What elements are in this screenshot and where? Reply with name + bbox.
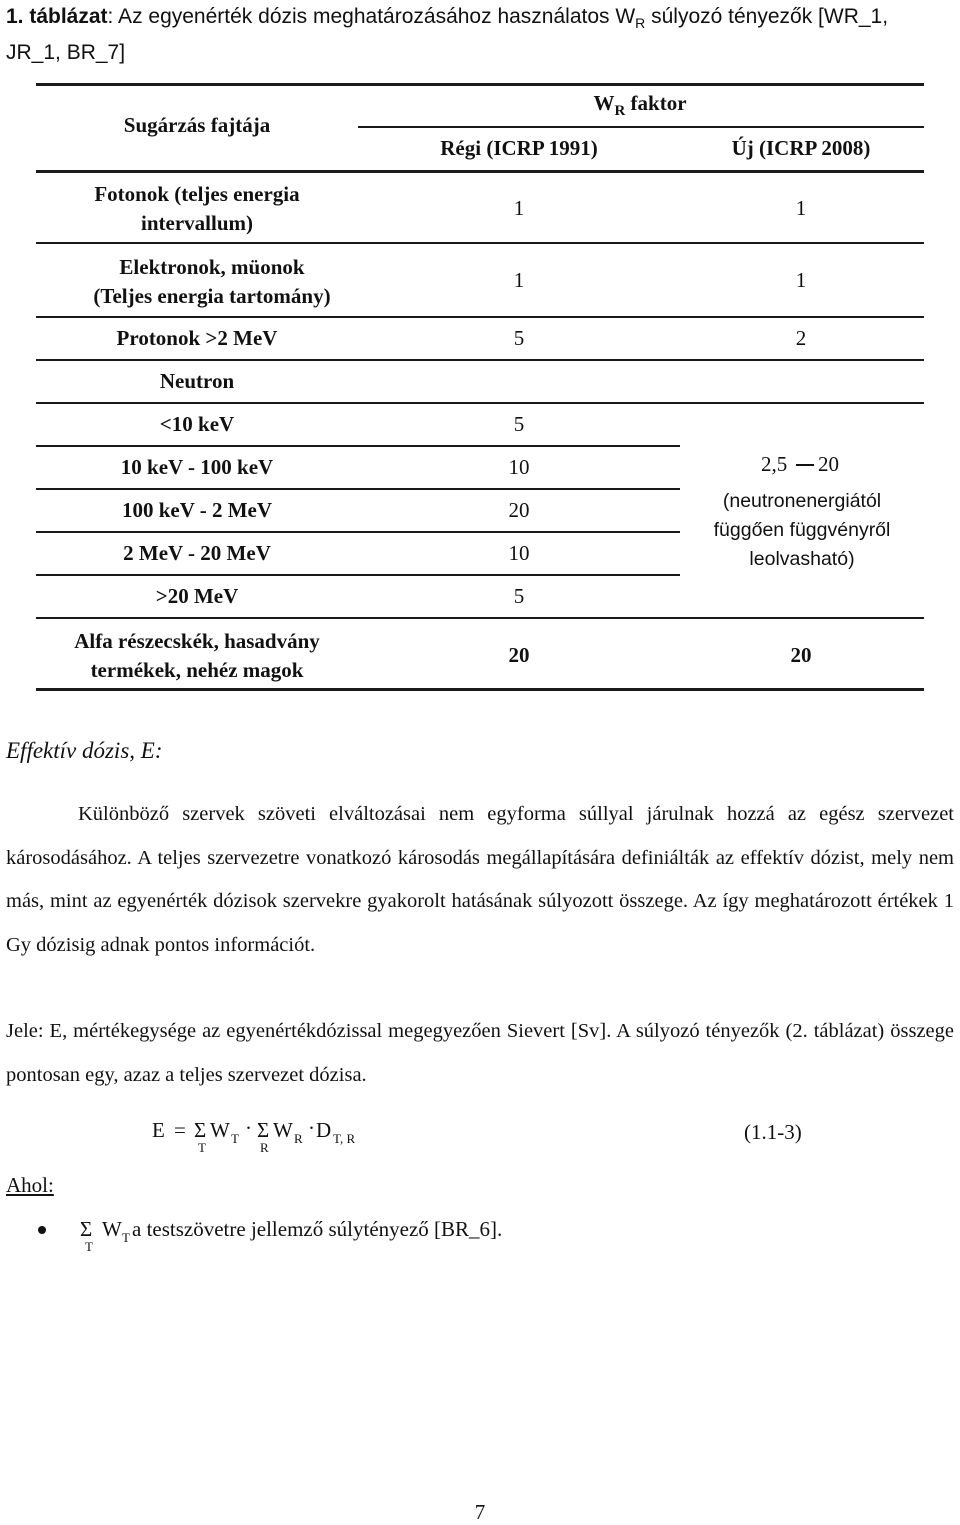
table-row-rule [36,242,924,244]
formula-number: (1.1-3) [744,1120,802,1144]
formula-d: D [316,1118,332,1142]
row-photons-type-line1: Fotonok (teljes energia [94,182,300,206]
section-heading: Effektív dózis, E: [6,738,163,763]
bullet-w: W [102,1217,122,1241]
bullet-item [80,1217,680,1257]
table-row-rule [36,445,680,447]
formula-w-t-sub: T [231,1131,239,1146]
bullet-sigma: Σ [80,1217,93,1241]
table-row-rule [36,617,924,619]
column-header-radiation-type: Sugárzás fajtája [123,113,271,137]
neutron-new-note [714,487,891,574]
formula-e: E [152,1118,165,1142]
formula-w-t: W [210,1118,230,1142]
formula-equals: = [174,1118,186,1142]
formula-d-sub: T, R [333,1131,356,1146]
row-protons-new: 2 [795,326,807,350]
row-electrons-type [93,253,330,311]
row-electrons-type-line1: Elektronok, müonok [119,255,305,279]
table-caption-subscript: R [635,15,646,32]
row-electrons-old: 1 [513,268,525,292]
formula-sigma-r: Σ [257,1118,270,1142]
row-alpha-type-line2: termékek, nehéz magok [90,658,304,682]
table-row-rule [36,531,680,533]
table-row-rule [36,574,680,576]
table-caption-number: 1. táblázat [6,5,108,28]
page-number: 7 [474,1500,486,1524]
formula-dot-1: · [245,1116,252,1140]
formula-dot-2: · [308,1116,315,1140]
row-photons-new: 1 [795,196,807,220]
row-neutron-100kev-2mev-type: 100 keV - 2 MeV [121,498,273,522]
table-row-rule [36,316,924,318]
bullet-text: a testszövetre jellemző súlytényező [BR_6]. [132,1217,503,1241]
formula-sigma-r-sub: R [260,1140,269,1155]
neutron-note-line2: függően függvényről [713,519,891,541]
table-caption [6,2,946,67]
table-caption-text-end: súlyozó tényezők [WR_1, JR_1, BR_7] [6,5,889,65]
neutron-new-range-end: 20 [818,452,839,476]
row-neutron-lt10kev-old: 5 [513,412,525,436]
row-photons-type-line2: intervallum) [141,211,253,235]
bullet-sigma-sub: T [85,1239,93,1254]
formula-w-r: W [273,1118,293,1142]
column-header-old: Régi (ICRP 1991) [440,136,598,160]
column-header-new: Új (ICRP 2008) [731,136,871,160]
wr-header-w: W [593,91,615,115]
paragraph-symbol-unit: Jele: E, mértékegysége az egyenértékdózissal megegyezően Sievert [Sv]. A súlyozó tényezők (2. táblázat) összege pontosan egy, azaz a teljes szervezet dózisa. [6,1020,954,1086]
row-neutron-gt20mev-old: 5 [513,584,525,608]
row-photons-type [94,180,299,238]
row-photons-old: 1 [513,196,525,220]
formula-sigma-t-sub: T [198,1140,206,1155]
paragraph-effective-dose: Különböző szervek szöveti elváltozásai nem egyforma súllyal járulnak hozzá az egész szervezet károsodásához. A teljes szervezetre vonatkozó károsodás megállapítására definiálták az effektív dózist, mely nem más, mint az egyenérték dózisok szervekre gyakorolt hatásának súlyozott összege. Az így meghatározott értékek 1 Gy dózisig adnak pontos információt. [6,803,954,956]
row-neutron-gt20mev-type: >20 MeV [155,584,239,608]
neutron-new-range-dash [796,464,814,466]
ahol-label: Ahol: [6,1173,54,1197]
table-subheader-rule [358,126,924,128]
table-caption-text: : Az egyenérték dózis meghatározásához használatos W [107,5,636,28]
row-alpha-type [74,627,320,685]
table-header-rule [36,170,924,173]
wr-header-subscript: R [614,103,626,120]
formula-sigma-t: Σ [194,1118,207,1142]
row-protons-old: 5 [513,326,525,350]
row-neutron-lt10kev-type: <10 keV [159,412,235,436]
neutron-note-line3: leolvasható) [749,548,855,570]
table-top-rule [36,83,924,86]
row-neutron-100kev-2mev-old: 20 [508,498,530,522]
row-alpha-new: 20 [790,643,812,667]
neutron-new-range-start: 2,5 [761,452,788,476]
wr-header-rest: faktor [625,91,687,115]
formula-w-r-sub: R [294,1131,303,1146]
table-bottom-rule [36,688,924,691]
row-neutron-2-20mev-old: 10 [508,541,530,565]
effective-dose-formula [148,1118,408,1158]
row-protons-type: Protonok >2 MeV [116,326,278,350]
table-row-rule [36,488,680,490]
table-row-rule [36,359,924,361]
row-neutron-10-100kev-type: 10 keV - 100 keV [120,455,274,479]
row-electrons-type-line2: (Teljes energia tartomány) [93,284,331,308]
neutron-note-line1: (neutronenergiától [722,490,882,512]
bullet-dot [38,1226,46,1234]
row-neutron-10-100kev-old: 10 [508,455,530,479]
column-header-wr-factor [593,91,686,120]
row-neutron-2-20mev-type: 2 MeV - 20 MeV [123,541,271,565]
row-alpha-type-line1: Alfa részecskék, hasadvány [74,629,320,653]
table-row-rule [36,402,924,404]
bullet-w-sub: T [122,1230,130,1245]
row-neutron-type: Neutron [159,369,235,393]
row-electrons-new: 1 [795,268,807,292]
row-alpha-old: 20 [508,643,530,667]
